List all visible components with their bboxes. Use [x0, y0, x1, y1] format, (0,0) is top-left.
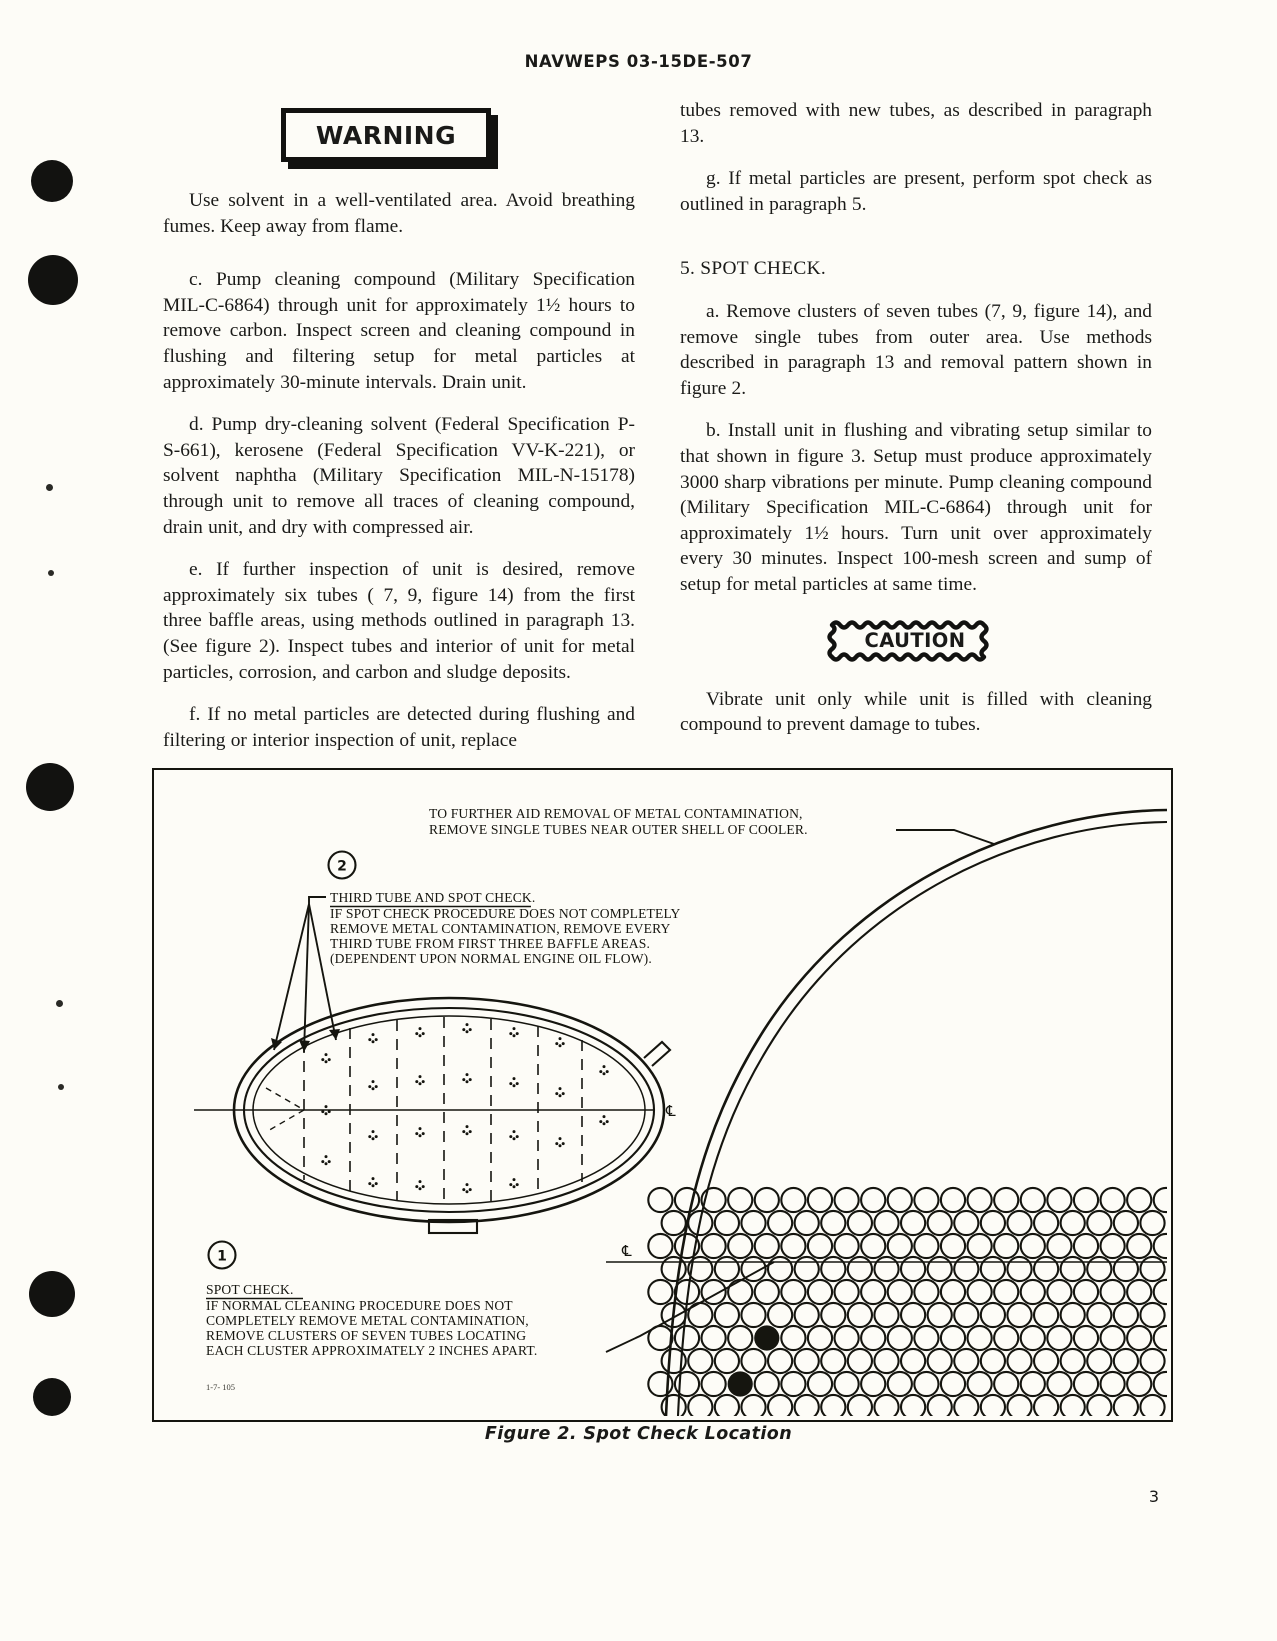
- figure-top-note-line2: REMOVE SINGLE TUBES NEAR OUTER SHELL OF COOLER.: [429, 822, 808, 837]
- page-number: 3: [1148, 1487, 1159, 1506]
- callout-2-line-3: (DEPENDENT UPON NORMAL ENGINE OIL FLOW).: [330, 951, 652, 966]
- callout-2-number: 2: [337, 858, 347, 875]
- tube-open: [808, 1280, 832, 1304]
- tube-open: [702, 1326, 726, 1350]
- tube-open: [741, 1211, 765, 1235]
- tube-open: [768, 1303, 792, 1327]
- tube-open: [662, 1257, 686, 1281]
- paragraph-f: f. If no metal particles are detected during flushing and filtering or interior inspection of unit, replace: [163, 704, 635, 751]
- tube-open: [1047, 1326, 1071, 1350]
- tube-open: [795, 1211, 819, 1235]
- tube-open: [781, 1188, 805, 1212]
- tube-open: [675, 1372, 699, 1396]
- right-text-column: [680, 98, 1152, 766]
- left-text-column: [163, 98, 635, 770]
- tube-open: [1061, 1303, 1085, 1327]
- tube-open: [781, 1326, 805, 1350]
- tube-open: [808, 1234, 832, 1258]
- tube-open: [888, 1280, 912, 1304]
- tube-open: [808, 1188, 832, 1212]
- tube-open: [1074, 1280, 1098, 1304]
- tube-open: [1007, 1257, 1031, 1281]
- tube-open: [861, 1234, 885, 1258]
- callout-2-title: THIRD TUBE AND SPOT CHECK.: [330, 890, 536, 905]
- callout-2-line-1: REMOVE METAL CONTAMINATION, REMOVE EVERY: [330, 921, 671, 936]
- tube-open: [1101, 1372, 1125, 1396]
- tube-open: [941, 1234, 965, 1258]
- tube-open: [848, 1257, 872, 1281]
- tube-open: [1154, 1372, 1167, 1396]
- tube-open: [968, 1188, 992, 1212]
- tube-open: [888, 1234, 912, 1258]
- tube-open: [1154, 1326, 1167, 1350]
- tube-open: [781, 1372, 805, 1396]
- tube-open: [715, 1395, 739, 1416]
- tube-open: [941, 1372, 965, 1396]
- callout-2-line-2: THIRD TUBE FROM FIRST THREE BAFFLE AREAS.: [330, 936, 650, 951]
- tube-open: [795, 1303, 819, 1327]
- tube-open: [1101, 1280, 1125, 1304]
- tube-open: [648, 1234, 672, 1258]
- tube-open: [755, 1280, 779, 1304]
- tube-open: [1021, 1326, 1045, 1350]
- tube-open: [981, 1395, 1005, 1416]
- tube-open: [675, 1188, 699, 1212]
- tube-open: [821, 1303, 845, 1327]
- tube-open: [808, 1372, 832, 1396]
- tube-open: [1021, 1280, 1045, 1304]
- tube-open: [941, 1188, 965, 1212]
- tube-open: [821, 1257, 845, 1281]
- tube-open: [848, 1303, 872, 1327]
- document-header: NAVWEPS 03-15DE-507: [524, 52, 753, 71]
- tube-open: [1154, 1234, 1167, 1258]
- tube-open: [994, 1372, 1018, 1396]
- figure-caption: Figure 2. Spot Check Location: [484, 1424, 793, 1444]
- tube-open: [648, 1188, 672, 1212]
- tube-open: [1140, 1395, 1164, 1416]
- tube-open: [821, 1349, 845, 1373]
- tube-open: [888, 1372, 912, 1396]
- tube-open: [861, 1280, 885, 1304]
- paragraph-c: c. Pump cleaning compound (Military Specification MIL-C-6864) through unit for approximately 1½ hours to remove carbon. Inspect screen and cleaning compound in flushing and filtering setup for metal particles at approximately 30-minute intervals. Drain unit.: [163, 269, 635, 393]
- tube-open: [1047, 1188, 1071, 1212]
- tube-open: [1114, 1395, 1138, 1416]
- callout-1-line-3: EACH CLUSTER APPROXIMATELY 2 INCHES APART.: [206, 1343, 538, 1358]
- tube-open: [1034, 1303, 1058, 1327]
- tube-open: [675, 1326, 699, 1350]
- tube-open: [728, 1234, 752, 1258]
- tube-open: [914, 1188, 938, 1212]
- tube-open: [728, 1280, 752, 1304]
- oval-centerline-symbol: ℄: [666, 1104, 676, 1120]
- tube-open: [755, 1372, 779, 1396]
- margin-dot: [56, 1000, 63, 1007]
- tube-open: [914, 1372, 938, 1396]
- tube-open: [874, 1211, 898, 1235]
- caution-box: [826, 615, 1004, 667]
- figure-top-note-line1: TO FURTHER AID REMOVAL OF METAL CONTAMINATION,: [429, 806, 803, 821]
- caution-box-wrapper: [680, 615, 1152, 677]
- tube-open: [1140, 1349, 1164, 1373]
- tube-open: [994, 1234, 1018, 1258]
- tube-open: [835, 1280, 859, 1304]
- punch-hole: [33, 1378, 71, 1416]
- tube-open: [874, 1349, 898, 1373]
- tube-open: [795, 1395, 819, 1416]
- margin-dot: [58, 1084, 64, 1090]
- tube-open: [914, 1280, 938, 1304]
- margin-dot: [46, 484, 53, 491]
- tube-open: [1047, 1372, 1071, 1396]
- tube-open: [648, 1326, 672, 1350]
- bundle-centerline-symbol: ℄: [622, 1244, 632, 1260]
- tube-open: [1034, 1395, 1058, 1416]
- tube-open: [1087, 1257, 1111, 1281]
- paragraph-d: d. Pump dry-cleaning solvent (Federal Specification P-S-661), kerosene (Federal Specification VV-K-221), or solvent naphtha (Military Specification MIL-N-15178) through unit to remove all traces of cleaning compound, drain unit, and dry with compressed air.: [163, 414, 635, 538]
- tube-open: [1087, 1395, 1111, 1416]
- figure-drawing-number: 1-7- 105: [206, 1382, 236, 1392]
- tube-open: [1127, 1372, 1151, 1396]
- punch-hole: [29, 1271, 75, 1317]
- tube-open: [768, 1395, 792, 1416]
- tube-open: [928, 1349, 952, 1373]
- paragraph-e: e. If further inspection of unit is desired, remove approximately six tubes ( 7, 9, figure 14) from the first three baffle areas, using methods outlined in paragraph 13. (See figure 2). Inspect tubes and interior of unit for metal particles, corrosion, and carbon and sludge deposits.: [163, 559, 635, 683]
- tube-open: [1114, 1211, 1138, 1235]
- tube-open: [1061, 1211, 1085, 1235]
- tube-open: [835, 1234, 859, 1258]
- tube-open: [741, 1303, 765, 1327]
- tube-open: [768, 1257, 792, 1281]
- tube-open: [781, 1280, 805, 1304]
- tube-open: [954, 1349, 978, 1373]
- tube-filled: [754, 1325, 779, 1350]
- tube-open: [1127, 1326, 1151, 1350]
- tube-open: [1074, 1188, 1098, 1212]
- tube-open: [901, 1349, 925, 1373]
- tube-open: [1154, 1188, 1167, 1212]
- tube-open: [662, 1211, 686, 1235]
- tube-open: [702, 1372, 726, 1396]
- tube-open: [1034, 1257, 1058, 1281]
- tube-open: [1034, 1211, 1058, 1235]
- warning-box: [281, 108, 491, 162]
- tube-open: [954, 1395, 978, 1416]
- tube-open: [848, 1395, 872, 1416]
- tube-open: [821, 1395, 845, 1416]
- tube-open: [1047, 1234, 1071, 1258]
- tube-open: [861, 1326, 885, 1350]
- tube-open: [901, 1211, 925, 1235]
- tube-open: [702, 1234, 726, 1258]
- paragraph-g: g. If metal particles are present, perform spot check as outlined in paragraph 5.: [680, 168, 1152, 215]
- tube-open: [1127, 1234, 1151, 1258]
- tube-open: [741, 1395, 765, 1416]
- tube-open: [1074, 1234, 1098, 1258]
- tube-open: [928, 1395, 952, 1416]
- tube-open: [1007, 1395, 1031, 1416]
- tube-open: [941, 1326, 965, 1350]
- tube-open: [1021, 1234, 1045, 1258]
- tube-open: [914, 1234, 938, 1258]
- tube-open: [1021, 1372, 1045, 1396]
- tube-open: [994, 1188, 1018, 1212]
- tube-open: [928, 1211, 952, 1235]
- tube-open: [874, 1303, 898, 1327]
- tube-open: [888, 1188, 912, 1212]
- tube-open: [994, 1280, 1018, 1304]
- tube-open: [874, 1395, 898, 1416]
- figure-2-drawing: [154, 770, 1167, 1416]
- tube-open: [1021, 1188, 1045, 1212]
- tube-open: [1007, 1303, 1031, 1327]
- margin-dot: [48, 570, 54, 576]
- tube-open: [1047, 1280, 1071, 1304]
- tube-open: [835, 1372, 859, 1396]
- tube-open: [1087, 1303, 1111, 1327]
- tube-open: [702, 1280, 726, 1304]
- callout-1-line-2: REMOVE CLUSTERS OF SEVEN TUBES LOCATING: [206, 1328, 527, 1343]
- tube-filled: [728, 1371, 753, 1396]
- tube-open: [821, 1211, 845, 1235]
- tube-open: [715, 1349, 739, 1373]
- tube-open: [688, 1395, 712, 1416]
- tube-open: [755, 1188, 779, 1212]
- punch-hole: [28, 255, 78, 305]
- caution-text: Vibrate unit only while unit is filled with cleaning compound to prevent damage to tubes.: [680, 688, 1152, 736]
- tube-open: [888, 1326, 912, 1350]
- tube-bundle: [648, 1188, 1167, 1416]
- tube-open: [954, 1211, 978, 1235]
- tube-open: [1127, 1188, 1151, 1212]
- tube-open: [808, 1326, 832, 1350]
- tube-open: [968, 1234, 992, 1258]
- tube-open: [688, 1303, 712, 1327]
- tube-open: [1114, 1303, 1138, 1327]
- tube-open: [715, 1257, 739, 1281]
- tube-open: [1074, 1372, 1098, 1396]
- tube-open: [981, 1349, 1005, 1373]
- tube-open: [968, 1280, 992, 1304]
- tube-open: [954, 1303, 978, 1327]
- callout-2-line-0: IF SPOT CHECK PROCEDURE DOES NOT COMPLETELY: [330, 906, 681, 921]
- tube-open: [901, 1303, 925, 1327]
- tube-open: [861, 1372, 885, 1396]
- tube-open: [1127, 1280, 1151, 1304]
- paragraph-f-continuation: tubes removed with new tubes, as described in paragraph 13.: [680, 100, 1152, 147]
- warning-label: WARNING: [315, 120, 457, 150]
- tube-open: [1101, 1188, 1125, 1212]
- tube-open: [1061, 1257, 1085, 1281]
- tube-open: [835, 1326, 859, 1350]
- figure-2-frame: [152, 768, 1173, 1422]
- callout-1-line-0: IF NORMAL CLEANING PROCEDURE DOES NOT: [206, 1298, 513, 1313]
- tube-open: [901, 1257, 925, 1281]
- tube-open: [755, 1234, 779, 1258]
- callout-1-title: SPOT CHECK.: [206, 1282, 294, 1297]
- tube-open: [848, 1349, 872, 1373]
- tube-open: [928, 1303, 952, 1327]
- tube-open: [861, 1188, 885, 1212]
- tube-open: [981, 1211, 1005, 1235]
- tube-open: [981, 1303, 1005, 1327]
- tube-open: [874, 1257, 898, 1281]
- tube-open: [1140, 1257, 1164, 1281]
- tube-open: [1074, 1326, 1098, 1350]
- tube-open: [1114, 1257, 1138, 1281]
- warning-text: Use solvent in a well-ventilated area. Avoid breathing fumes. Keep away from flame.: [163, 190, 635, 237]
- tube-open: [941, 1280, 965, 1304]
- tube-open: [901, 1395, 925, 1416]
- paragraph-5b: b. Install unit in flushing and vibrating setup similar to that shown in figure 3. Setup must produce approximately 3000 sharp vibrations per minute. Pump cleaning compound (Military Specification MIL-C-6864) through unit for approximately 1½ hours. Turn unit over approximately every 30 minutes. Inspect 100-mesh screen and sump of setup for metal particles at same time.: [680, 420, 1152, 595]
- punch-hole: [26, 763, 74, 811]
- tube-open: [781, 1234, 805, 1258]
- tube-open: [688, 1349, 712, 1373]
- tube-open: [968, 1326, 992, 1350]
- tube-open: [1140, 1211, 1164, 1235]
- tube-open: [1007, 1211, 1031, 1235]
- tube-open: [728, 1326, 752, 1350]
- tube-open: [1007, 1349, 1031, 1373]
- paragraph-5a: a. Remove clusters of seven tubes (7, 9, figure 14), and remove single tubes from outer area. Use methods described in paragraph 13 and removal pattern shown in figure 2.: [680, 300, 1152, 399]
- tube-open: [648, 1280, 672, 1304]
- tube-open: [954, 1257, 978, 1281]
- tube-open: [1087, 1211, 1111, 1235]
- tube-open: [928, 1257, 952, 1281]
- callout-1-line-1: COMPLETELY REMOVE METAL CONTAMINATION,: [206, 1313, 529, 1328]
- tube-open: [1154, 1280, 1167, 1304]
- tube-open: [1140, 1303, 1164, 1327]
- tube-open: [741, 1349, 765, 1373]
- tube-open: [768, 1349, 792, 1373]
- tube-open: [1034, 1349, 1058, 1373]
- tube-open: [795, 1349, 819, 1373]
- tube-open: [994, 1326, 1018, 1350]
- tube-open: [768, 1211, 792, 1235]
- callout-1-number: 1: [217, 1248, 227, 1265]
- tube-open: [1114, 1349, 1138, 1373]
- tube-open: [835, 1188, 859, 1212]
- tube-open: [1101, 1234, 1125, 1258]
- tube-open: [1101, 1326, 1125, 1350]
- warning-box-wrapper: [163, 104, 635, 174]
- tube-open: [1061, 1349, 1085, 1373]
- section-heading-spot-check: 5. SPOT CHECK.: [680, 258, 827, 280]
- tube-open: [1087, 1349, 1111, 1373]
- tube-open: [728, 1188, 752, 1212]
- punch-hole: [31, 160, 73, 202]
- tube-open: [795, 1257, 819, 1281]
- tube-open: [968, 1372, 992, 1396]
- tube-open: [715, 1211, 739, 1235]
- tube-open: [848, 1211, 872, 1235]
- tube-open: [715, 1303, 739, 1327]
- tube-open: [1061, 1395, 1085, 1416]
- tube-open: [914, 1326, 938, 1350]
- caution-label: CAUTION: [864, 629, 966, 652]
- tube-open: [981, 1257, 1005, 1281]
